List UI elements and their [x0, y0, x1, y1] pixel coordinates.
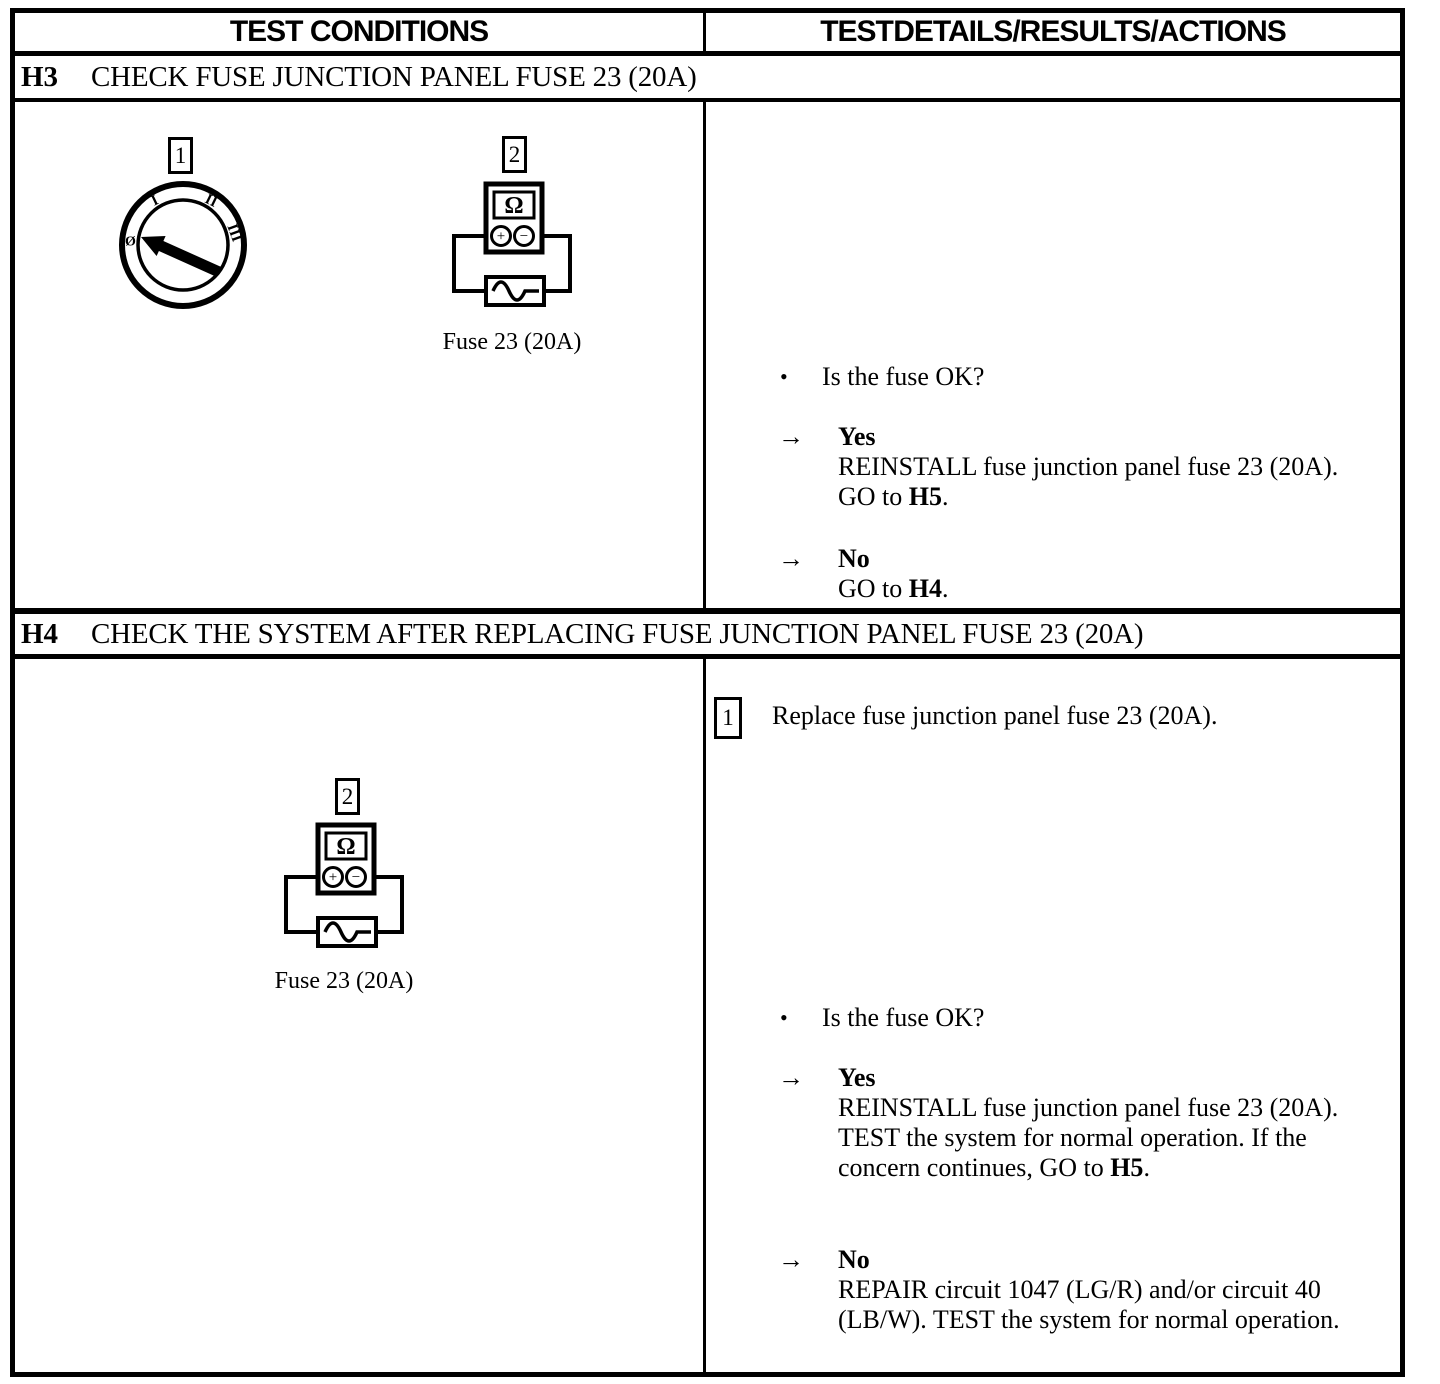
step-h4-id: H4 [21, 617, 59, 650]
no-label: No [838, 544, 870, 573]
h3-test-details-cell [703, 102, 1400, 608]
ignition-position-2-label: II [202, 191, 220, 211]
no-result-block [778, 1245, 1354, 1335]
arrow-icon: → [778, 544, 804, 573]
h3-test-conditions-cell [15, 102, 703, 608]
dial-outer-ring [122, 184, 244, 306]
no-action-text: REPAIR circuit 1047 (LG/R) and/or circuit 40 (LB/W). TEST the system for normal operation. [838, 1275, 1340, 1334]
yes-label: Yes [838, 1063, 876, 1092]
step-number-label: 1 [722, 705, 734, 730]
yes-action-end: . [942, 482, 949, 511]
question-block [780, 1003, 1338, 1033]
ignition-position-3-label: III [223, 222, 245, 244]
pinpoint-test-table [10, 8, 1405, 1377]
step-number-label: 2 [508, 141, 521, 167]
step-instruction-text: Replace fuse junction panel fuse 23 (20A). [772, 701, 1218, 730]
step-h4-title: CHECK THE SYSTEM AFTER REPLACING FUSE JUNCTION PANEL FUSE 23 (20A) [91, 617, 1144, 650]
table-header-row [15, 13, 1400, 56]
dial-pointer-arrow-icon [141, 236, 221, 277]
yes-action-ref: H5 [908, 482, 943, 511]
ohmmeter-fuse-check-diagram [447, 180, 577, 310]
step-h3-title: CHECK FUSE JUNCTION PANEL FUSE 23 (20A) [91, 60, 697, 93]
no-action-text: GO to [838, 574, 909, 603]
arrow-icon: → [778, 1063, 804, 1092]
ignition-position-1-label: I [148, 192, 162, 210]
yes-action-end: . [1143, 1153, 1150, 1182]
plus-symbol: + [328, 869, 338, 886]
question-block [780, 362, 1338, 392]
header-test-details-results-actions: TEST DETAILS/RESULTS/ACTIONS [703, 13, 1400, 51]
no-action-end: . [942, 574, 949, 603]
ohm-symbol: Ω [504, 193, 524, 219]
plus-symbol: + [496, 228, 506, 245]
step-number-box [335, 778, 360, 815]
ignition-switch-off-diagram [113, 175, 253, 315]
bullet-icon: • [780, 364, 788, 389]
minus-symbol: − [351, 869, 361, 886]
yes-label: Yes [838, 422, 876, 451]
ignition-position-0-label: Ø [125, 234, 136, 250]
step-number-box [714, 697, 742, 739]
yes-action-ref: H5 [1110, 1153, 1144, 1182]
question-text: Is the fuse OK? [822, 1003, 985, 1032]
h4-test-details-cell [703, 659, 1400, 1372]
yes-action-text: REINSTALL fuse junction panel fuse 23 (20A). GO to [838, 452, 1339, 511]
fuse-caption: Fuse 23 (20A) [274, 968, 414, 994]
no-label: No [838, 1245, 870, 1274]
step-number-box [168, 137, 193, 174]
step-h3-title-row [15, 56, 1400, 102]
step-number-label: 1 [174, 142, 187, 168]
step-h3-id: H3 [21, 60, 59, 93]
step-number-label: 2 [341, 783, 354, 809]
step-h3-content-row [15, 102, 1400, 614]
no-action-ref: H4 [908, 574, 943, 603]
minus-symbol: − [519, 228, 529, 245]
ohm-symbol: Ω [336, 834, 356, 860]
no-result-block [778, 544, 1354, 604]
step-h4-content-row [15, 659, 1400, 1372]
ohmmeter-fuse-check-diagram [279, 821, 409, 951]
step-h4-title-row [15, 614, 1400, 659]
yes-result-block [778, 422, 1354, 512]
step-number-box [502, 136, 527, 173]
question-text: Is the fuse OK? [822, 362, 985, 391]
arrow-icon: → [778, 422, 804, 451]
header-test-conditions: TEST CONDITIONS [229, 15, 489, 48]
step-instruction [772, 701, 1392, 731]
h4-test-conditions-cell [15, 659, 703, 1372]
bullet-icon: • [780, 1005, 788, 1030]
fuse-caption: Fuse 23 (20A) [442, 329, 582, 355]
yes-action-text: REINSTALL fuse junction panel fuse 23 (20A). TEST the system for normal operation. If the concern continues, GO to [838, 1093, 1339, 1182]
arrow-icon: → [778, 1245, 804, 1274]
yes-result-block [778, 1063, 1354, 1183]
